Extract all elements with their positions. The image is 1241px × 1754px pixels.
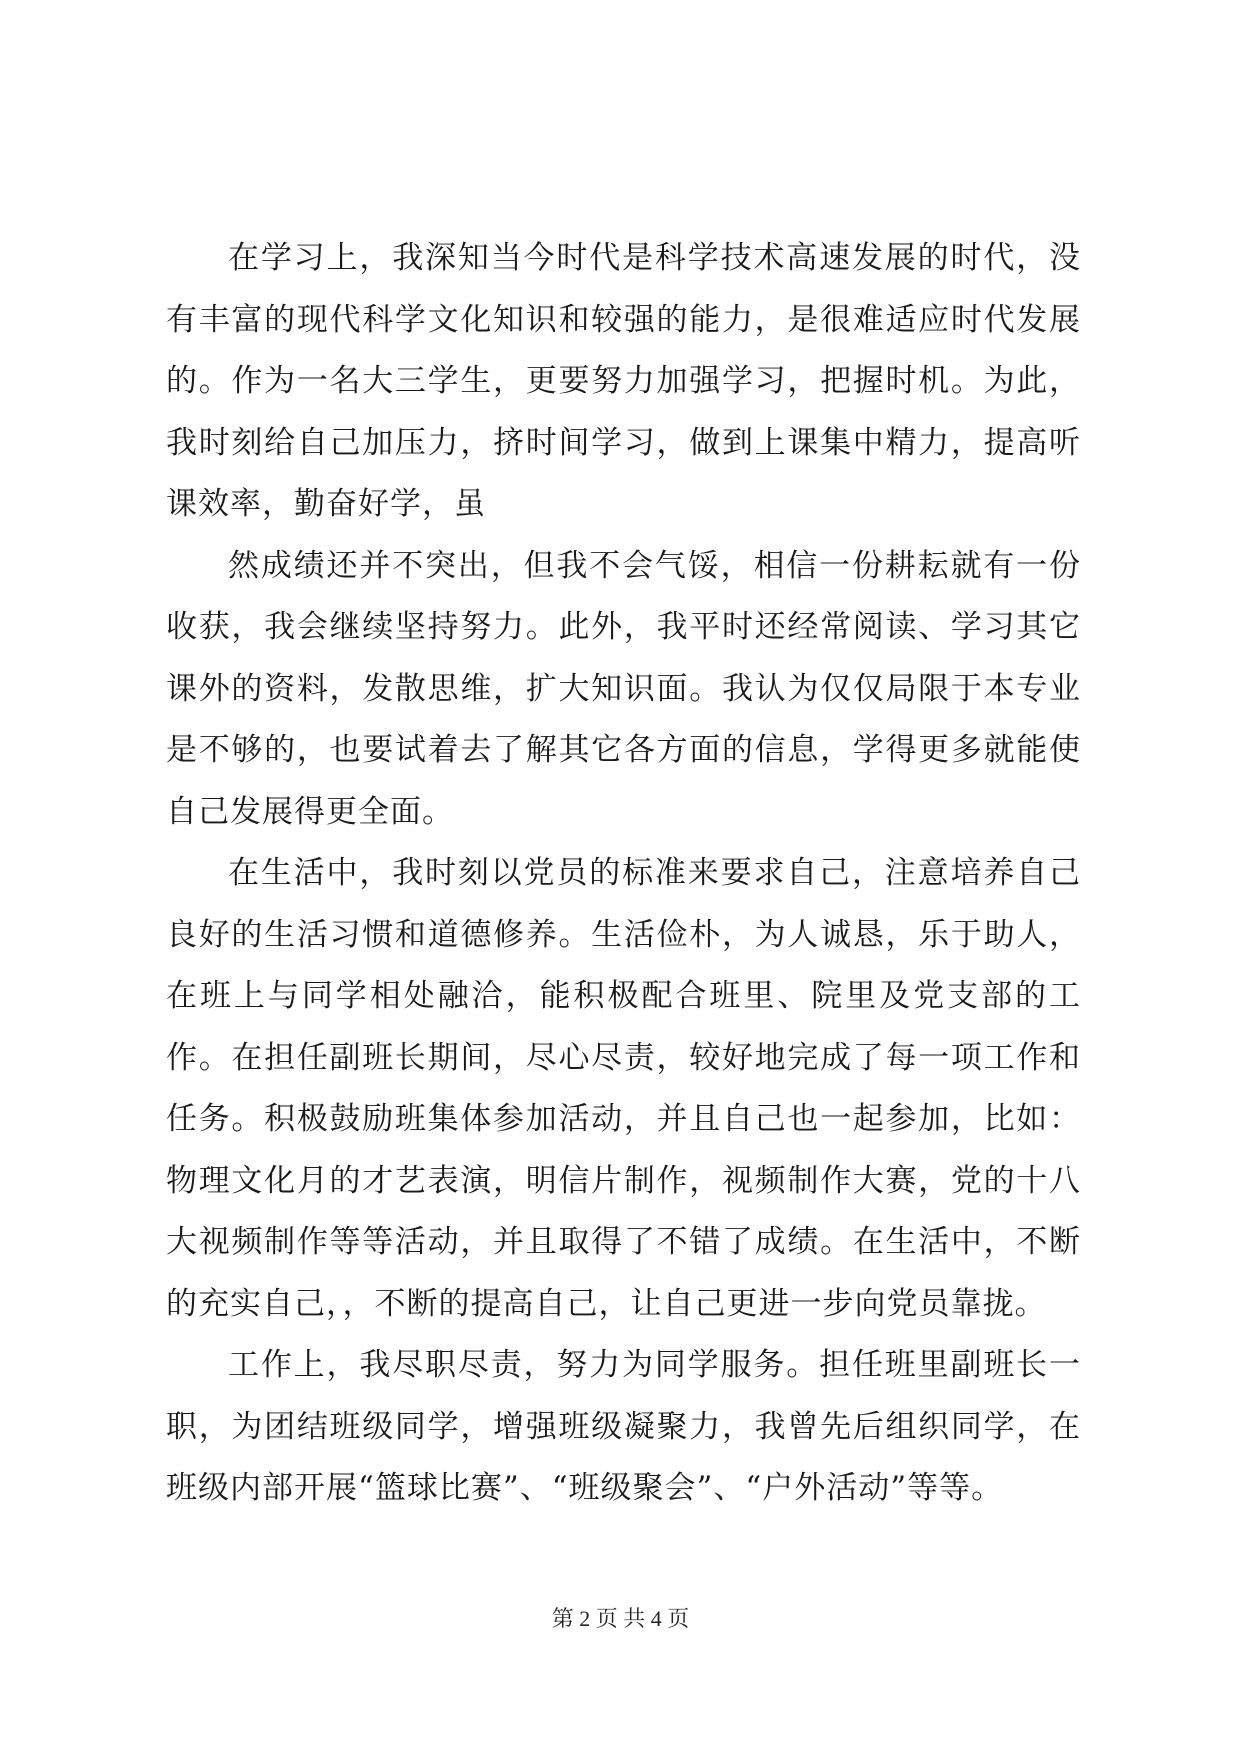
paragraph-work: 工作上，我尽职尽责，努力为同学服务。担任班里副班长一职，为团结班级同学，增强班级凝聚力，我曾先后组织同学，在班级内部开展“篮球比赛”、“班级聚会”、“户外活动”等等。 [166, 1347, 1081, 1506]
page-number-footer: 第 2 页 共 4 页 [551, 1606, 690, 1631]
paragraph-life: 在生活中，我时刻以党员的标准来要求自己，注意培养自己良好的生活习惯和道德修养。生活俭朴，为人诚恳，乐于助人，在班上与同学相处融洽，能积极配合班里、院里及党支部的工作。在担任副班长期间，尽心尽责，较好地完成了每一项工作和任务。积极鼓励班集体参加活动，并且自己也一起参加，比如：物理文化月的才艺表演，明信片制作，视频制作大赛，党的十八大视频制作等等活动，并且取得了不错了成绩。在生活中，不断的充实自己，，不断的提高自己，让自己更进一步向党员靠拢。 [166, 855, 1081, 1322]
paragraph-study: 在学习上，我深知当今时代是科学技术高速发展的时代，没有丰富的现代科学文化知识和较强的能力，是很难适应时代发展的。作为一名大三学生，更要努力加强学习，把握时机。为此，我时刻给自己加压力，挤时间学习，做到上课集中精力，提高听课效率，勤奋好学，虽 [166, 240, 1081, 522]
paragraph-study-continued: 然成绩还并不突出，但我不会气馁，相信一份耕耘就有一份收获，我会继续坚持努力。此外，我平时还经常阅读、学习其它课外的资料，发散思维，扩大知识面。我认为仅仅局限于本专业是不够的，也要试着去了解其它各方面的信息，学得更多就能使自己发展得更全面。 [166, 547, 1081, 830]
document-body [166, 228, 1081, 1520]
